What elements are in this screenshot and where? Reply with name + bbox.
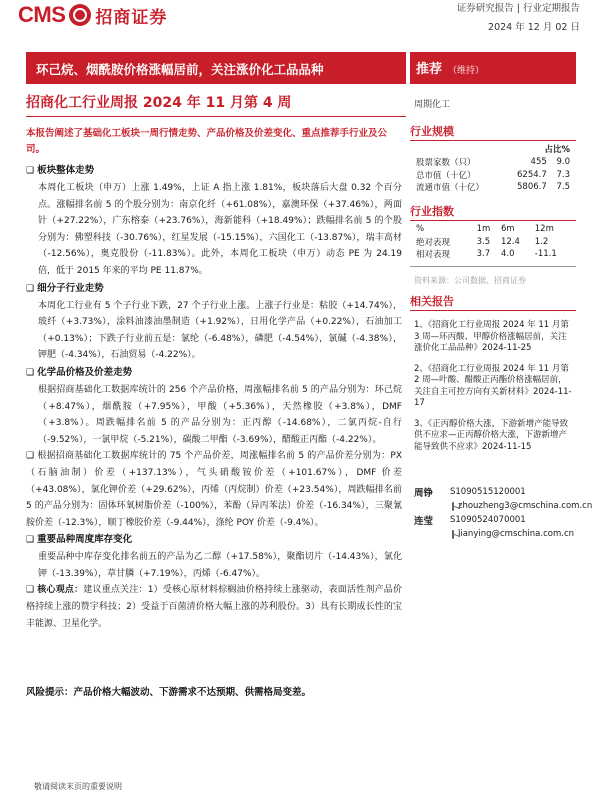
email-icon bbox=[452, 530, 454, 539]
table-cell: 4.0 bbox=[501, 249, 515, 260]
related-rule bbox=[410, 310, 576, 311]
table-cell: 7.5 bbox=[556, 182, 570, 193]
index-rule bbox=[410, 220, 576, 221]
index-bottom-rule bbox=[410, 266, 576, 267]
report-title: 招商化工行业周报 2024 年 11 月第 4 周 bbox=[26, 95, 292, 111]
table-header-cell: % bbox=[416, 224, 425, 235]
table-cell: 绝对表现 bbox=[416, 237, 451, 248]
bullet-paragraph: ❑ 根据招商基础化工数据库统计的 75 个产品价差，周涨幅排名前 5 的产品价差分别为：PX（石脑油制）价差（+137.13%），气头硝酸铵价差（+101.67%），DMF 价差（+43.08%），氯化钾价差（+29.62%），丙烯（丙烷制）价差（+23.54%），周跌幅排名前 5 的产品分别为：固体环氧树脂价差（-100%），苯酚（异丙苯法）价差（-16.34%），三聚氰胺价差（-12.3%），顺丁橡胶价差（-9.44%），涤纶 POY 价差（-9.4%）。 bbox=[26, 451, 402, 528]
related-report-link[interactable]: 1、《招商化工行业周报 2024 年 11 月第 3 周—环丙酸、甲醇价格涨幅居前，关注涨价化工品品种》2024-11-25 bbox=[414, 320, 569, 353]
rating-box bbox=[410, 52, 576, 84]
section-title: ❑ 细分子行业走势 bbox=[26, 282, 104, 294]
report-type: 证券研究报告 | 行业定期报告 bbox=[456, 3, 580, 14]
report-date: 2024 年 12 月 02 日 bbox=[488, 22, 580, 33]
related-report-link[interactable]: 2、《招商化工行业周报 2024 年 11 月第 2 周—叶酸、醋酸正丙酯价格涨幅居前，关注自主可控方向有关新材料》2024-11-17 bbox=[414, 363, 572, 408]
header-meta bbox=[457, 0, 580, 33]
table-header-cell: 1m bbox=[476, 224, 491, 235]
index-title: 行业指数 bbox=[410, 205, 454, 218]
logo-text-cn: 招商证券 bbox=[95, 7, 168, 28]
table-header-cell: 12m bbox=[534, 224, 554, 235]
main-content bbox=[26, 162, 402, 632]
table-cell: 流通市值（十亿） bbox=[416, 183, 485, 194]
table-row bbox=[416, 181, 574, 194]
rating-sub: （维持） bbox=[448, 66, 485, 76]
analyst-name: 周铮 bbox=[414, 488, 434, 499]
table-cell: 7.3 bbox=[556, 169, 570, 180]
table-cell: 12.4 bbox=[501, 236, 520, 247]
section-body: 本周化工行业有 5 个子行业下跌，27 个子行业上涨。上涨子行业是：粘胶（+14.74%），玻纤（+3.73%），涂料油漆油墨制造（+1.92%），日用化学产品（+0.22%），石油加工（+0.13%）；下跌子行业前五是：氯纶（-6.48%），磷肥（-4.54%），氯碱（-4.38%），钾肥（-4.34%），石油贸易（-4.22%）。 bbox=[38, 300, 402, 361]
table-row bbox=[416, 236, 574, 249]
section-body: 重要品种中库存变化排名前五的产品为乙二醇（+17.58%），聚酯切片（-14.43%），氯化钾（-13.39%），草甘膦（+7.19%），丙烯（-6.47%）。 bbox=[38, 552, 402, 579]
table-cell: 相对表现 bbox=[416, 250, 451, 261]
section-title: ❑ 板块整体走势 bbox=[26, 165, 95, 176]
table-cell: 3.5 bbox=[476, 236, 491, 247]
scale-unit-header: 占比% bbox=[544, 145, 570, 155]
table-cell: 6254.7 bbox=[517, 169, 547, 180]
logo-mark-icon bbox=[69, 4, 91, 26]
scale-title: 行业规模 bbox=[410, 125, 454, 138]
analyst-name: 连莹 bbox=[414, 516, 434, 527]
table-cell: 455 bbox=[530, 157, 547, 168]
headline-banner: 环己烷、烟酰胺价格涨幅居前，关注涨价化工品品种 bbox=[26, 52, 406, 84]
table-cell: 9.0 bbox=[556, 157, 570, 168]
title-divider bbox=[26, 116, 406, 117]
related-title: 相关报告 bbox=[410, 295, 454, 308]
table-header-row bbox=[416, 223, 574, 236]
index-table bbox=[416, 223, 574, 261]
analyst-cert: S1090515120001 bbox=[450, 487, 526, 497]
table-cell: 3.7 bbox=[476, 249, 491, 260]
page-header bbox=[0, 0, 600, 36]
analyst-row bbox=[414, 513, 574, 527]
analyst-block bbox=[414, 485, 593, 541]
table-cell: 总市值（十亿） bbox=[416, 170, 476, 181]
section-title: ❑ 重要品种周度库存变化 bbox=[26, 534, 133, 546]
table-cell: 1.2 bbox=[534, 236, 549, 247]
table-cell: 股票家数（只） bbox=[416, 158, 476, 169]
table-row bbox=[416, 248, 574, 261]
scale-table bbox=[416, 156, 574, 194]
analyst-email[interactable]: lianying@cmschina.com.cn bbox=[458, 529, 575, 539]
logo-text-en: CMS bbox=[18, 2, 66, 27]
table-header-cell: 6m bbox=[501, 224, 515, 235]
company-logo bbox=[18, 2, 167, 28]
related-reports bbox=[414, 320, 572, 462]
report-intro: 本报告阐述了基础化工板块一周行情走势、产品价格及价差变化、重点推荐手行业及公司。 bbox=[26, 128, 388, 155]
table-cell: 5806.7 bbox=[517, 182, 547, 193]
analyst-row bbox=[414, 499, 593, 513]
email-icon bbox=[452, 502, 454, 511]
scale-rule bbox=[410, 140, 576, 141]
analyst-email[interactable]: zhouzheng3@cmschina.com.cn bbox=[458, 501, 593, 511]
table-row bbox=[416, 156, 574, 169]
analyst-row bbox=[414, 527, 574, 541]
rating-label: 推荐 bbox=[416, 62, 443, 77]
section-body: 本周化工板块（申万）上涨 1.49%，上证 A 指上涨 1.81%，板块落后大盘 0.32 个百分点。涨幅排名前 5 的个股分别为：南京化纤（+61.08%），嘉澳环保（+37.46%），两面针（+27.22%），广东榕泰（+23.76%），海新能科（+18.49%）；跌幅排名前 5 的个股分别为：佛塑科技（-30.76%），红星发展（-15.15%），六国化工（-13.87%），瑞丰高材（-12.56%），奥克股份（-11.83%）。此外，本周化工板块（申万）动态 PE 为 24.19 倍，低于 2015 年来的平均 PE 11.87%。 bbox=[38, 183, 402, 276]
footer-disclaimer: 敬请阅读末页的重要说明 bbox=[34, 782, 122, 791]
table-row bbox=[416, 169, 574, 182]
data-source: 资料来源：公司数据、招商证券 bbox=[414, 276, 526, 285]
section-title: ❑ 化学品价格及价差走势 bbox=[26, 366, 133, 378]
table-cell: -11.1 bbox=[534, 249, 557, 260]
analyst-row bbox=[414, 485, 574, 499]
analyst-cert: S1090524070001 bbox=[450, 515, 526, 525]
core-view-paragraph: ❑ 核心观点：建议重点关注：1）受核心原材料棕榈油价格持续上涨驱动，表面活性剂产品价格持续上涨的赞宇科技；2）受益于百菌清价格大幅上涨的苏利股份。3）具有长期成长性的宝丰能源、卫星化学。 bbox=[26, 585, 402, 629]
related-report-link[interactable]: 3、《正丙醇价格大涨，下游新增产能导致供不应求—正丙醇价格大涨，下游新增产能导致供不应求》2024-11-15 bbox=[414, 418, 569, 452]
industry-label: 周期化工 bbox=[414, 100, 451, 110]
risk-warning: 风险提示：产品价格大幅波动、下游需求不达预期、供需格局变差。 bbox=[26, 687, 312, 698]
section-body: 根据招商基础化工数据库统计的 256 个产品价格，周涨幅排名前 5 的产品分别为：环己烷（+8.47%），烟酰胺（+7.95%），甲酸（+5.36%），天然橡胶（+3.8%），DMF（+3.8%）。周跌幅排名前 5 的产品分别为：正丙醇（-14.68%），二氯丙烷-自行（-9.52%），一氯甲烷（-5.21%），碳酸二甲酯（-3.69%），醋酸正丙酯（-4.22%）。 bbox=[38, 384, 402, 445]
